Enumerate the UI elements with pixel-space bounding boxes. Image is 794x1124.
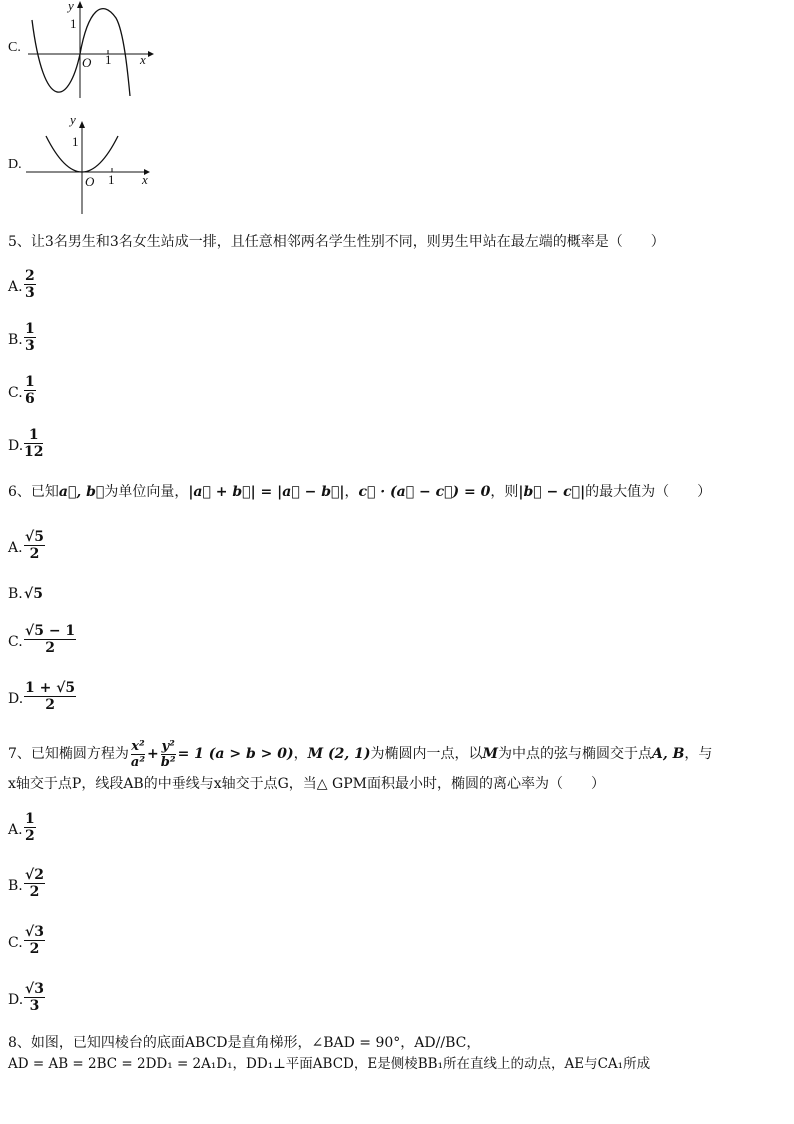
q8-line-1: 8、如图，已知四棱台的底面ABCD是直角梯形，∠BAD = 90°，AD//BC， xyxy=(8,1035,481,1051)
q6-target: |b⃗ − c⃗| xyxy=(518,484,586,500)
option-d-label: D. xyxy=(8,157,22,172)
q7-option-a-value: 1 2 xyxy=(25,811,35,844)
q7-point-m: M (2, 1) xyxy=(307,746,371,762)
q6-option-a-value: √5 2 xyxy=(25,529,44,562)
q6-condition-2: c⃗ · (a⃗ − c⃗) = 0 xyxy=(358,484,491,500)
option-c-label: C. xyxy=(8,40,21,55)
graph-d-y-label: y xyxy=(70,112,76,127)
graph-d-y-arrow xyxy=(79,121,85,128)
q6-vectors-ab: a⃗, b⃗ xyxy=(58,484,105,500)
graph-d xyxy=(24,112,164,216)
q6-option-c-value: √5 − 1 2 xyxy=(25,623,76,656)
q5-option-d-label: D. xyxy=(8,438,24,454)
q5-option-a-value: 2 3 xyxy=(25,268,35,301)
q5-option-a-label: A. xyxy=(8,279,23,295)
graph-d-tick-x-label: 1 xyxy=(108,172,115,187)
q6-option-b-value: √5 xyxy=(24,586,43,602)
graph-c xyxy=(24,0,164,100)
q6-option-a-label: A. xyxy=(8,540,23,556)
q7-option-c-value: √3 2 xyxy=(25,924,44,957)
q7-line-2: x轴交于点P，线段AB的中垂线与x轴交于点G，当△ GPM面积最小时，椭圆的离心率为（ ） xyxy=(8,776,605,792)
graph-d-x-label: x xyxy=(142,172,148,187)
q7-line-1: 7、已知椭圆方程为 $\frac{\text{x²}}{\text{a²}}$ + $\frac{\text{y²}}{\text{b²}}$ = 1 (a > b > 0)，M (2, 1)为椭圆内一点，以M为中点的弦与椭圆交于点A, B，与 xyxy=(8,738,713,770)
q5-option-b-value: 1 3 xyxy=(25,321,35,354)
graph-c-tick-y-label: 1 xyxy=(70,16,77,31)
q5-option-c-value: 1 6 xyxy=(25,374,35,407)
q7-option-d-value: √3 3 xyxy=(25,981,44,1014)
q7-option-b-label: B. xyxy=(8,878,23,894)
graph-d-tick-y-label: 1 xyxy=(72,134,79,149)
q5-option-d-value: 1 12 xyxy=(24,427,44,460)
graph-c-curve xyxy=(32,9,130,96)
q7-frac-y: $\frac{\text{y²}}{\text{b²}}$ xyxy=(160,738,176,770)
q6-option-d-label: D. xyxy=(8,691,24,707)
q6-option-b-label: B. xyxy=(8,586,23,602)
graph-d-origin-label: O xyxy=(85,174,95,189)
graph-c-y-arrow xyxy=(77,1,83,8)
q7-frac-x: $\frac{\text{x²}}{\text{a²}}$ xyxy=(130,738,146,770)
q6-option-c-label: C. xyxy=(8,634,23,650)
q7-option-b-value: √2 2 xyxy=(25,867,44,900)
graph-c-x-label: x xyxy=(140,52,146,67)
q7-option-c-label: C. xyxy=(8,935,23,951)
q5-option-b-label: B. xyxy=(8,332,23,348)
graph-c-tick-x-label: 1 xyxy=(105,52,112,67)
graph-c-origin-label: O xyxy=(82,55,92,70)
q6-option-d-value: 1 + √5 2 xyxy=(25,680,76,713)
q8-line-2: AD = AB = 2BC = 2DD₁ = 2A₁D₁，DD₁⊥平面ABCD，E是侧棱BB₁所在直线上的动点，AE与CA₁所成 xyxy=(8,1056,651,1072)
q6-stem: 6、已知a⃗, b⃗为单位向量，|a⃗ + b⃗| = |a⃗ − b⃗|，c⃗ · (a⃗ − c⃗) = 0，则|b⃗ − c⃗|的最大值为（ ） xyxy=(8,484,712,500)
q6-condition-1: |a⃗ + b⃗| = |a⃗ − b⃗| xyxy=(188,484,345,500)
q7-option-d-label: D. xyxy=(8,992,24,1008)
graph-c-x-arrow xyxy=(148,51,154,57)
graph-c-y-label: y xyxy=(68,0,74,13)
q5-option-c-label: C. xyxy=(8,385,23,401)
q7-option-a-label: A. xyxy=(8,822,23,838)
q5-stem: 5、让3名男生和3名女生站成一排，且任意相邻两名学生性别不同，则男生甲站在最左端的概率是（ ） xyxy=(8,234,665,250)
